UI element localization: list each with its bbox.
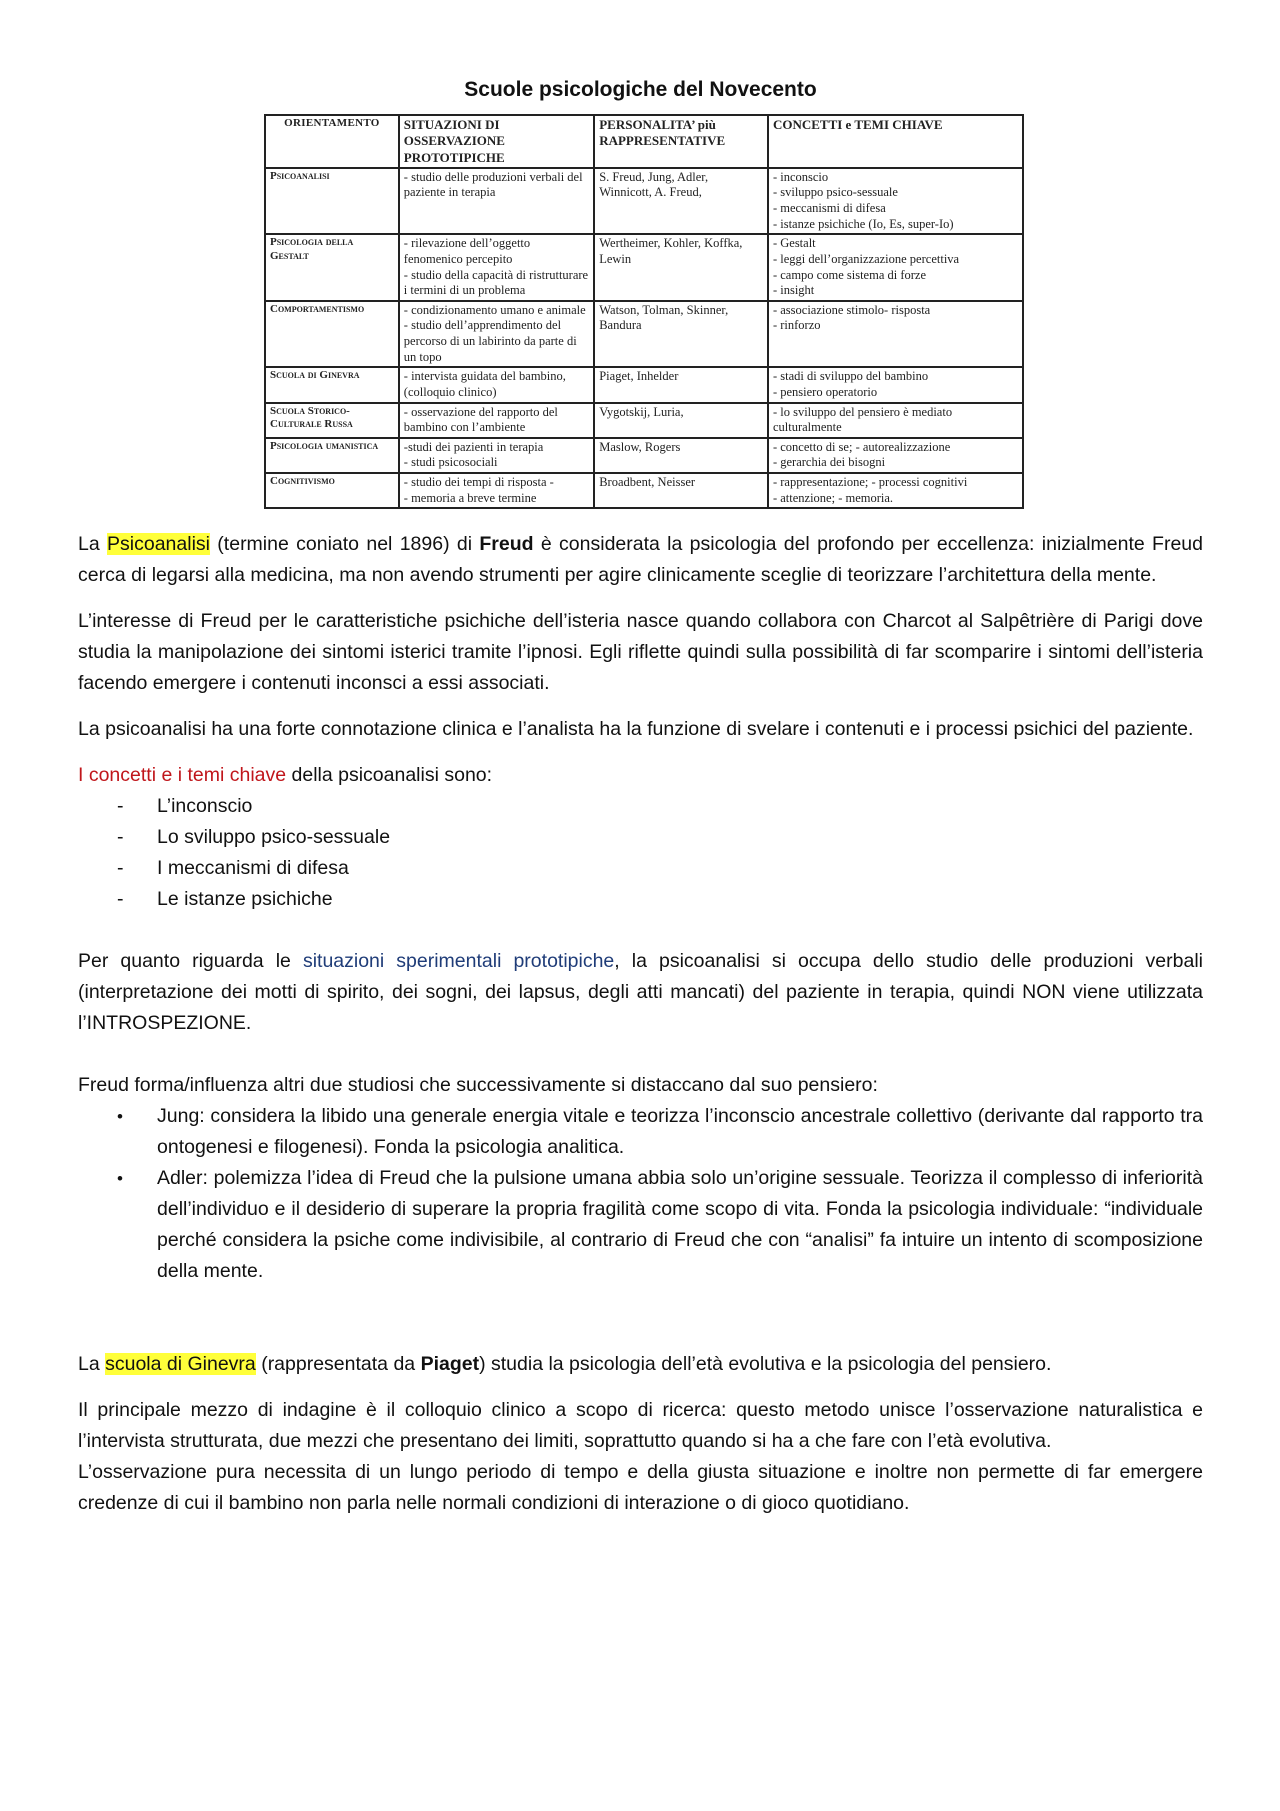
table-header-row [265,115,1023,168]
cell-line: -studi dei pazienti in terapia [403,439,544,454]
cell-concetti [768,301,1023,368]
schools-table [264,114,1024,509]
paragraph-psicoanalisi-intro: La Psicoanalisi (termine coniato nel 1896) di Freud è considerata la psicologia del profondo per eccellenza: inizialmente Freud cerca di legarsi alla medicina, ma non avendo strumenti per agire clinicamente sceglie di teorizzare l’architettura della mente. [78,533,1203,587]
cell-line: - sviluppo psico-sessuale [772,185,898,200]
cell-line: - lo sviluppo del pensiero è mediato culturalmente [772,404,953,435]
table-row [265,473,1023,508]
cell-concetti [768,473,1023,508]
table-row [265,403,1023,438]
cell-situazioni [399,168,594,235]
cell-concetti [768,403,1023,438]
cell-line: - concetto di se; - autorealizzazione [772,439,951,454]
paragraph-osservazione: L’osservazione pura necessita di un lungo periodo di tempo e della giusta situazione e inoltre non permette di far emergere credenze di cui il bambino non parla nelle normali condizioni di interazione o di gioco quotidiano. [78,1461,1203,1515]
paragraph-clinica: La psicoanalisi ha una forte connotazione clinica e l’analista ha la funzione di svelare i contenuti e i processi psichici del paziente. [78,718,1194,741]
list-item: - I meccanismi di difesa [117,857,349,880]
cell-situazioni [399,473,594,508]
cell-situazioni [399,301,594,368]
cell-line: - istanze psichiche (Io, Es, super-Io) [772,216,954,231]
table-row [265,234,1023,301]
cell-line: - associazione stimolo- risposta [772,302,931,317]
cell-line: - rinforzo [772,318,821,333]
cell-line: - condizionamento umano e animale [403,302,586,317]
table-row [265,438,1023,473]
cell-orientamento: Comportamentismo [265,301,399,368]
cell-personalita: Watson, Tolman, Skinner, Bandura [594,301,768,368]
cell-line: - studio della capacità di ristrutturare i termini di un problema [403,267,589,298]
paragraph-situazioni: Per quanto riguarda le situazioni sperimentali prototipiche, la psicoanalisi si occupa dello studio delle produzioni verbali (interpretazione dei motti di spirito, dei sogni, dei lapsus, degli atti mancati) del paziente in terapia, quindi NON viene utilizzata l’INTROSPEZIONE. [78,950,1203,1035]
cell-orientamento: Scuola di Ginevra [265,367,399,402]
cell-situazioni [399,367,594,402]
cell-line: - osservazione del rapporto del bambino con l’ambiente [403,404,558,435]
list-item: - L’inconscio [117,795,253,818]
concetti-dash-list [78,791,1203,915]
cell-line: - stadi di sviluppo del bambino [772,369,929,384]
cell-orientamento: Scuola Storico-Culturale Russa [265,403,399,438]
cell-line: - attenzione; - memoria. [772,490,894,505]
bold-freud: Freud [479,533,534,556]
highlight-psicoanalisi: Psicoanalisi [107,533,210,556]
table-header-concetti: CONCETTI e TEMI CHIAVE [768,115,1023,168]
red-concetti-label: I concetti e i temi chiave [78,764,287,787]
cell-line: - inconscio [772,169,829,184]
paragraph-ginevra: La scuola di Ginevra (rappresentata da Piaget) studia la psicologia dell’età evolutiva e la psicologia del pensiero. [78,1353,1052,1376]
cell-line: - leggi dell’organizzazione percettiva [772,251,960,266]
cell-orientamento: Cognitivismo [265,473,399,508]
cell-personalita: Vygotskij, Luria, [594,403,768,438]
cell-line: - intervista guidata del bambino, (colloquio clinico) [403,369,566,399]
cell-situazioni [399,403,594,438]
cell-personalita: S. Freud, Jung, Adler, Winnicott, A. Freud, [594,168,768,235]
cell-concetti [768,168,1023,235]
paragraph-colloquio: Il principale mezzo di indagine è il colloquio clinico a scopo di ricerca: questo metodo unisce l’osservazione naturalistica e l’intervista strutturata, due mezzi che presentano dei limiti, soprattutto quando si ha a che fare con l’età evolutiva. [78,1399,1203,1453]
cell-orientamento: Psicologia umanistica [265,438,399,473]
cell-line: - gerarchia dei bisogni [772,455,886,470]
cell-personalita: Wertheimer, Kohler, Koffka, Lewin [594,234,768,301]
document-page [78,78,1203,1519]
cell-situazioni [399,234,594,301]
list-item: - Le istanze psichiche [117,888,333,911]
list-item: - Lo sviluppo psico-sessuale [117,826,391,849]
schools-table-wrapper [264,114,1024,509]
list-item: • Adler: polemizza l’idea di Freud che la pulsione umana abbia solo un’origine sessuale. Teorizza il complesso di inferiorità dell’individuo e il desiderio di superare la propria fragilità come scopo di vita. Fonda la psicologia individuale: “individuale perché considera la psiche come indivisibile, al contrario di Freud che con “analisi” fa intuire un intento di scomposizione della mente. [117,1167,1203,1283]
cell-line: - rappresentazione; - processi cognitivi [772,475,968,489]
cell-personalita: Broadbent, Neisser [594,473,768,508]
table-body [265,168,1023,509]
table-header-orientamento: ORIENTAMENTO [265,115,399,168]
paragraph-concetti-chiave: I concetti e i temi chiave della psicoanalisi sono: [78,764,493,787]
cell-line: - studio delle produzioni verbali del paziente in terapia [403,169,583,200]
table-row [265,301,1023,368]
cell-line: - memoria a breve termine [403,490,537,505]
paragraph-isteria: L’interesse di Freud per le caratteristiche psichiche dell’isteria nasce quando collabora con Charcot al Salpêtrière di Parigi dove studia la manipolazione dei sintomi isterici tramite l’ipnosi. Egli riflette quindi sulla possibilità di far scomparire i sintomi dell’isteria facendo emergere i contenuti inconsci a essi associati. [78,610,1203,695]
cell-orientamento: Psicologia della Gestalt [265,234,399,301]
cell-line: - meccanismi di difesa [772,201,886,215]
cell-personalita: Piaget, Inhelder [594,367,768,402]
cell-line: - pensiero operatorio [772,384,878,399]
bold-piaget: Piaget [420,1353,480,1376]
table-row [265,367,1023,402]
table-header-situazioni: SITUAZIONI DI OSSERVAZIONE PROTOTIPICHE [399,115,594,168]
cell-concetti [768,367,1023,402]
cell-personalita: Maslow, Rogers [594,438,768,473]
cell-line: - studio dei tempi di risposta - [403,475,554,489]
cell-line: - rilevazione dell’oggetto fenomenico percepito [403,236,531,266]
cell-line: - insight [772,283,815,298]
table-row [265,168,1023,235]
list-item: • Jung: considera la libido una generale energia vitale e teorizza l’inconscio ancestrale collettivo (derivante dal rapporto tra ontogenesi e filogenesi). Fonda la psicologia analitica. [117,1105,1203,1159]
page-title: Scuole psicologiche del Novecento [464,78,817,101]
cell-concetti [768,438,1023,473]
blue-situazioni-label: situazioni sperimentali prototipiche [302,950,615,973]
cell-concetti [768,234,1023,301]
allievi-bullet-list [78,1101,1203,1287]
cell-line: - studio dell’apprendimento del percorso di un labirinto da parte di un topo [403,318,577,364]
paragraph-freud-allievi: Freud forma/influenza altri due studiosi che successivamente si distaccano dal suo pensiero: [78,1074,878,1097]
cell-orientamento: Psicoanalisi [265,168,399,235]
cell-line: - Gestalt [772,236,816,251]
body-text [78,529,1203,1519]
cell-line: - studi psicosociali [403,455,498,470]
cell-line: - campo come sistema di forze [772,267,927,282]
cell-situazioni [399,438,594,473]
highlight-ginevra: scuola di Ginevra [105,1353,256,1376]
table-header-personalita: PERSONALITA’ più RAPPRESENTATIVE [594,115,768,168]
